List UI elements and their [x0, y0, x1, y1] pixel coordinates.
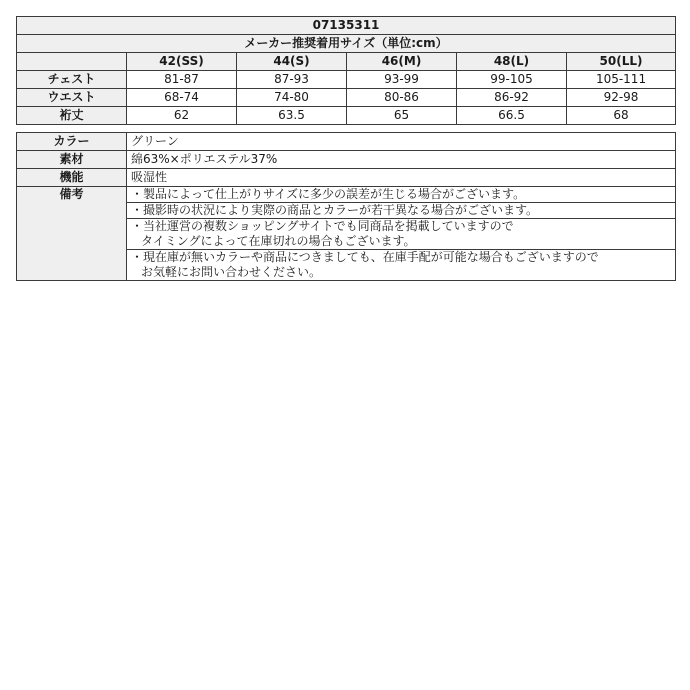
note-line: タイミングによって在庫切れの場合もございます。 — [141, 234, 416, 248]
table-row — [17, 151, 676, 169]
table-cell: 87-93 — [237, 71, 347, 89]
table-cell: 68 — [567, 107, 676, 125]
size-table — [16, 16, 676, 125]
note-line: ・当社運営の複数ショッピングサイトでも同商品を掲載していますので — [131, 219, 514, 233]
size-column-header: 48(L) — [457, 53, 567, 71]
row-label-sleeve: 裄丈 — [17, 107, 127, 125]
notes-label: 備考 — [17, 187, 127, 281]
size-header-row — [17, 53, 676, 71]
row-label-chest: チェスト — [17, 71, 127, 89]
note-line: ・撮影時の状況により実際の商品とカラーが若干異なる場合がございます。 — [131, 203, 539, 217]
table-cell: 80-86 — [347, 89, 457, 107]
table-row — [17, 71, 676, 89]
row-label-waist: ウエスト — [17, 89, 127, 107]
size-table-title: メーカー推奨着用サイズ（単位:cm） — [17, 35, 676, 53]
table-cell: 65 — [347, 107, 457, 125]
table-cell: 81-87 — [127, 71, 237, 89]
table-cell: 86-92 — [457, 89, 567, 107]
material-value: 綿63%×ポリエステル37% — [127, 151, 676, 169]
corner-cell — [17, 53, 127, 71]
table-cell: 105-111 — [567, 71, 676, 89]
color-label: カラー — [17, 133, 127, 151]
size-column-header: 50(LL) — [567, 53, 676, 71]
table-row — [17, 89, 676, 107]
material-label: 素材 — [17, 151, 127, 169]
note-item — [127, 250, 676, 281]
color-value: グリーン — [127, 133, 676, 151]
table-cell: 62 — [127, 107, 237, 125]
note-item — [127, 187, 676, 203]
table-row — [17, 187, 676, 203]
table-row — [17, 107, 676, 125]
table-row — [17, 169, 676, 187]
function-label: 機能 — [17, 169, 127, 187]
note-item — [127, 219, 676, 250]
table-cell: 93-99 — [347, 71, 457, 89]
function-value: 吸湿性 — [127, 169, 676, 187]
table-cell: 68-74 — [127, 89, 237, 107]
size-column-header: 46(M) — [347, 53, 457, 71]
table-cell: 74-80 — [237, 89, 347, 107]
table-cell: 99-105 — [457, 71, 567, 89]
table-row — [17, 133, 676, 151]
table-cell: 66.5 — [457, 107, 567, 125]
note-line: ・製品によって仕上がりサイズに多少の誤差が生じる場合がございます。 — [131, 187, 526, 201]
note-item — [127, 203, 676, 219]
product-code: 07135311 — [17, 17, 676, 35]
table-cell: 92-98 — [567, 89, 676, 107]
size-column-header: 44(S) — [237, 53, 347, 71]
note-line: お気軽にお問い合わせください。 — [141, 265, 322, 279]
table-cell: 63.5 — [237, 107, 347, 125]
size-column-header: 42(SS) — [127, 53, 237, 71]
note-line: ・現在庫が無いカラーや商品につきましても、在庫手配が可能な場合もございますので — [131, 250, 599, 264]
spec-table — [16, 132, 676, 281]
